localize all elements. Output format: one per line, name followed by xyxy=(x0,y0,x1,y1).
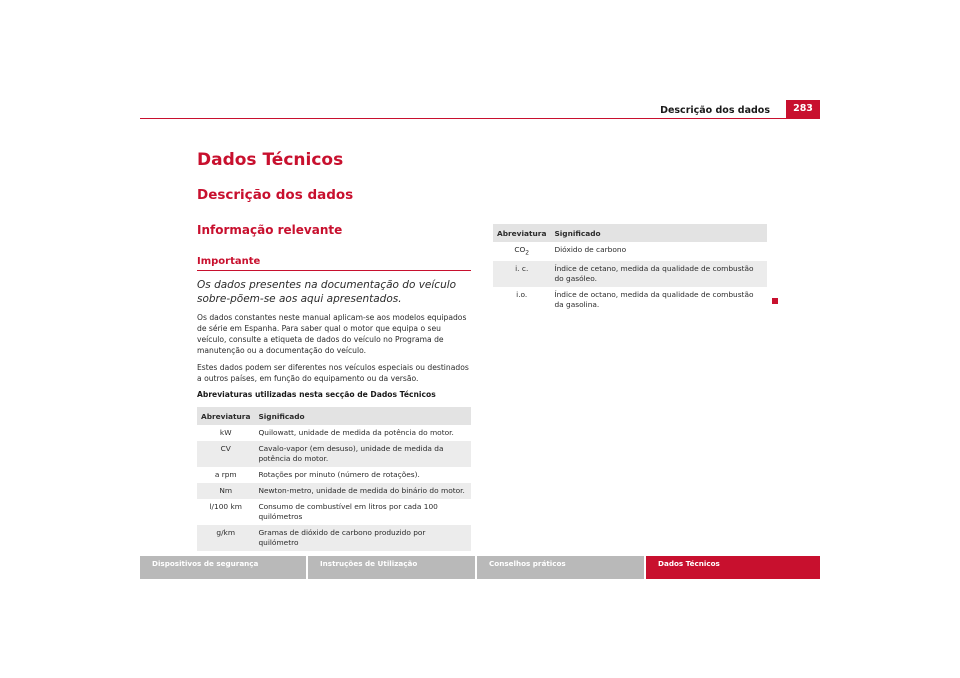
important-intro: Os dados presentes na documentação do veículo sobre-põem-se aos aqui apresentados. xyxy=(197,279,457,305)
abbr-cell: kW xyxy=(219,428,232,437)
subsection-title: Informação relevante xyxy=(197,223,343,237)
header-meaning: Significado xyxy=(550,224,767,242)
table-row xyxy=(197,441,471,467)
important-heading: Importante xyxy=(197,256,261,267)
footer-tab-technical-data[interactable]: Dados Técnicos xyxy=(646,556,820,579)
section-title: Descrição dos dados xyxy=(197,187,354,203)
abbr-cell: i. c. xyxy=(493,261,550,287)
meaning-cell: Índice de octano, medida da qualidade de combustão da gasolina. xyxy=(554,290,754,310)
footer-tab-safety[interactable]: Dispositivos de segurança xyxy=(140,556,306,579)
meaning-cell: Índice de cetano, medida da qualidade de combustão do gasóleo. xyxy=(550,261,767,287)
paragraph-2: Estes dados podem ser diferentes nos veículos especiais ou destinados a outros países, em função do equipamento ou da versão. xyxy=(197,363,469,383)
abbr-cell xyxy=(493,242,550,261)
table-row xyxy=(493,242,767,261)
table-row xyxy=(197,499,471,525)
abbreviations-table-1 xyxy=(197,407,471,551)
table-header-row xyxy=(493,224,767,242)
abbr-subscript: 2 xyxy=(525,249,530,257)
paragraph-1: Os dados constantes neste manual aplicam-se aos modelos equipados de série em Espanha. Para saber qual o motor que equipa o seu veículo, consulte a etiqueta de dados do veículo no Programa de manutenção ou a documentação do veículo. xyxy=(197,313,467,355)
header-title: Descrição dos dados xyxy=(660,105,770,116)
meaning-cell: Quilowatt, unidade de medida da potência do motor. xyxy=(258,428,454,437)
abbr-cell: i.o. xyxy=(516,290,528,300)
header-meaning: Significado xyxy=(254,407,471,425)
footer-tab-tips[interactable]: Conselhos práticos xyxy=(477,556,644,579)
table-row xyxy=(197,525,471,551)
header-abbr: Abreviatura xyxy=(493,224,550,242)
abbr-cell: CV xyxy=(197,441,254,467)
section-end-marker xyxy=(772,298,778,304)
table-header-row xyxy=(197,407,471,425)
meaning-cell: Consumo de combustível em litros por cada 100 quilómetros xyxy=(258,502,438,521)
meaning-cell: Rotações por minuto (número de rotações). xyxy=(258,470,420,479)
chapter-title: Dados Técnicos xyxy=(197,150,344,170)
page-number: 283 xyxy=(786,100,820,118)
table-row xyxy=(197,483,471,499)
abbr-cell: l/100 km xyxy=(209,502,242,511)
meaning-cell: Dióxido de carbono xyxy=(554,245,627,254)
table-row xyxy=(493,261,767,287)
meaning-cell: Gramas de dióxido de carbono produzido por quilómetro xyxy=(254,525,471,551)
header-rule xyxy=(140,118,820,119)
abbr-cell: Nm xyxy=(197,483,254,499)
abbr-cell: g/km xyxy=(197,525,254,551)
footer-tab-instructions[interactable]: Instruções de Utilização xyxy=(308,556,475,579)
meaning-cell: Newton-metro, unidade de medida do binário do motor. xyxy=(254,483,471,499)
header-abbr: Abreviatura xyxy=(197,407,254,425)
table-title: Abreviaturas utilizadas nesta secção de Dados Técnicos xyxy=(197,390,436,399)
table-row xyxy=(197,425,471,441)
important-rule xyxy=(197,270,471,271)
abbreviations-table-2 xyxy=(493,224,767,313)
table-row xyxy=(197,467,471,483)
table-row xyxy=(493,287,767,313)
abbr-cell: a rpm xyxy=(214,470,237,479)
abbr-text: CO xyxy=(514,245,526,254)
meaning-cell: Cavalo-vapor (em desuso), unidade de medida da potência do motor. xyxy=(254,441,471,467)
